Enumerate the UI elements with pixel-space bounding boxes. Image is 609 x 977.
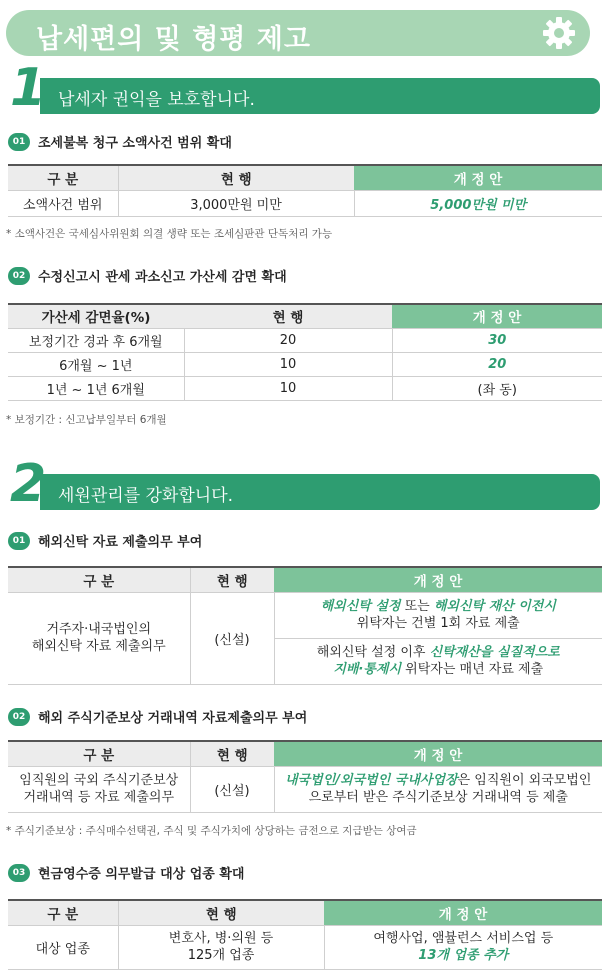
table-row <box>8 925 602 969</box>
current-value: (신설) <box>190 766 274 812</box>
subsection-title: 해외신탁 자료 제출의무 부여 <box>38 535 203 550</box>
col-header-new: 개 정 안 <box>354 165 602 190</box>
badge: 01 <box>8 532 30 550</box>
table-row <box>8 328 602 352</box>
section-2-bar <box>40 474 600 510</box>
highlight-text: 해외신탁 재산 이전시 <box>433 599 556 614</box>
col-header: 현 행 <box>184 304 392 328</box>
subsection-2-1 <box>8 530 202 550</box>
gear-icon <box>542 16 576 50</box>
page-title: 납세편의 및 형평 제고 <box>36 24 311 55</box>
text: 또는 <box>400 599 434 614</box>
section-2-title: 세원관리를 강화합니다. <box>58 486 234 506</box>
current-value: 3,000만원 미만 <box>118 190 354 216</box>
section-2-number: 2 <box>10 454 47 514</box>
table-row <box>8 376 602 400</box>
col-header-new: 개 정 안 <box>274 567 602 592</box>
row-label <box>8 766 190 812</box>
footnote: * 주식기준보상 : 주식매수선택권, 주식 및 주식가치에 상당하는 금전으로 지급받는 상여금 <box>6 825 417 837</box>
table-row <box>8 592 602 638</box>
text: 변호사, 병·의원 등 <box>168 931 274 946</box>
table-penalty-reduction <box>8 303 602 401</box>
subsection-title: 해외 주식기준보상 거래내역 자료제출의무 부여 <box>38 711 308 726</box>
row-label: 대상 업종 <box>8 925 118 969</box>
col-header: 구 분 <box>8 165 118 190</box>
row-label-line: 거주자·내국법인의 <box>46 622 152 637</box>
text: 위탁자는 건별 1회 자료 제출 <box>356 616 520 631</box>
subsection-title: 수정신고시 관세 과소신고 가산세 감면 확대 <box>38 270 287 285</box>
row-label: 6개월 ~ 1년 <box>8 352 184 376</box>
col-header-new: 개 정 안 <box>392 304 602 328</box>
current-value: 10 <box>184 352 392 376</box>
subsection-2-2 <box>8 706 307 726</box>
current-value: 20 <box>184 328 392 352</box>
col-header: 현 행 <box>118 165 354 190</box>
table-row <box>8 190 602 216</box>
footnote: * 소액사건은 국세심사위원회 의결 생략 또는 조세심판관 단독처리 가능 <box>6 228 333 240</box>
new-value: 30 <box>392 328 602 352</box>
row-label-line: 임직원의 국외 주식기준보상 <box>19 773 179 788</box>
text: 은 임직원이 외국모법인 <box>457 773 592 788</box>
new-value <box>274 766 602 812</box>
new-value: (좌 동) <box>392 376 602 400</box>
row-label: 소액사건 범위 <box>8 190 118 216</box>
row-label: 1년 ~ 1년 6개월 <box>8 376 184 400</box>
col-header: 가산세 감면율(%) <box>8 304 184 328</box>
highlight-text: 해외신탁 설정 <box>320 599 401 614</box>
subsection-1-1 <box>8 131 232 151</box>
row-label: 보정기간 경과 후 6개월 <box>8 328 184 352</box>
col-header-new: 개 정 안 <box>274 741 602 766</box>
col-header: 구 분 <box>8 900 118 925</box>
table-row <box>8 352 602 376</box>
text: 여행사업, 앰뷸런스 서비스업 등 <box>373 931 554 946</box>
col-header: 현 행 <box>190 741 274 766</box>
highlight-text: 13개 업종 추가 <box>418 948 509 963</box>
row-label <box>8 592 190 684</box>
col-header: 구 분 <box>8 741 190 766</box>
highlight-text: 지배·통제시 <box>333 662 402 677</box>
new-value: 20 <box>392 352 602 376</box>
new-value <box>274 638 602 684</box>
row-label-line: 거래내역 등 자료 제출의무 <box>23 790 175 805</box>
section-1-title: 납세자 권익을 보호합니다. <box>58 90 255 110</box>
table-row <box>8 766 602 812</box>
col-header-new: 개 정 안 <box>324 900 602 925</box>
text: 으로부터 받은 주식기준보상 거래내역 등 제출 <box>308 790 568 805</box>
table-cash-receipt <box>8 899 602 970</box>
new-value <box>274 592 602 638</box>
badge: 02 <box>8 708 30 726</box>
table-foreign-trust <box>8 566 602 685</box>
table-stock-compensation <box>8 740 602 813</box>
col-header: 구 분 <box>8 567 190 592</box>
text: 125개 업종 <box>187 948 255 963</box>
subsection-2-3 <box>8 862 244 882</box>
new-value <box>324 925 602 969</box>
subsection-title: 조세불복 청구 소액사건 범위 확대 <box>38 136 232 151</box>
col-header: 현 행 <box>190 567 274 592</box>
highlight-text: 신탁재산을 실질적으로 <box>429 645 560 660</box>
footnote: * 보정기간 : 신고납부일부터 6개월 <box>6 414 167 426</box>
subsection-title: 현금영수증 의무발급 대상 업종 확대 <box>38 867 245 882</box>
badge: 03 <box>8 864 30 882</box>
new-value: 5,000만원 미만 <box>354 190 602 216</box>
row-label-line: 해외신탁 자료 제출의무 <box>31 639 166 654</box>
badge: 01 <box>8 133 30 151</box>
col-header: 현 행 <box>118 900 324 925</box>
page-banner <box>6 10 590 56</box>
table-small-claims <box>8 164 602 217</box>
subsection-1-2 <box>8 265 287 285</box>
highlight-text: 내국법인/외국법인 국내사업장 <box>285 773 458 788</box>
current-value: (신설) <box>190 592 274 684</box>
badge: 02 <box>8 267 30 285</box>
text: 해외신탁 설정 이후 <box>316 645 430 660</box>
current-value <box>118 925 324 969</box>
current-value: 10 <box>184 376 392 400</box>
section-1-bar <box>40 78 600 114</box>
section-1-number: 1 <box>10 58 47 118</box>
text: 위탁자는 매년 자료 제출 <box>401 662 544 677</box>
